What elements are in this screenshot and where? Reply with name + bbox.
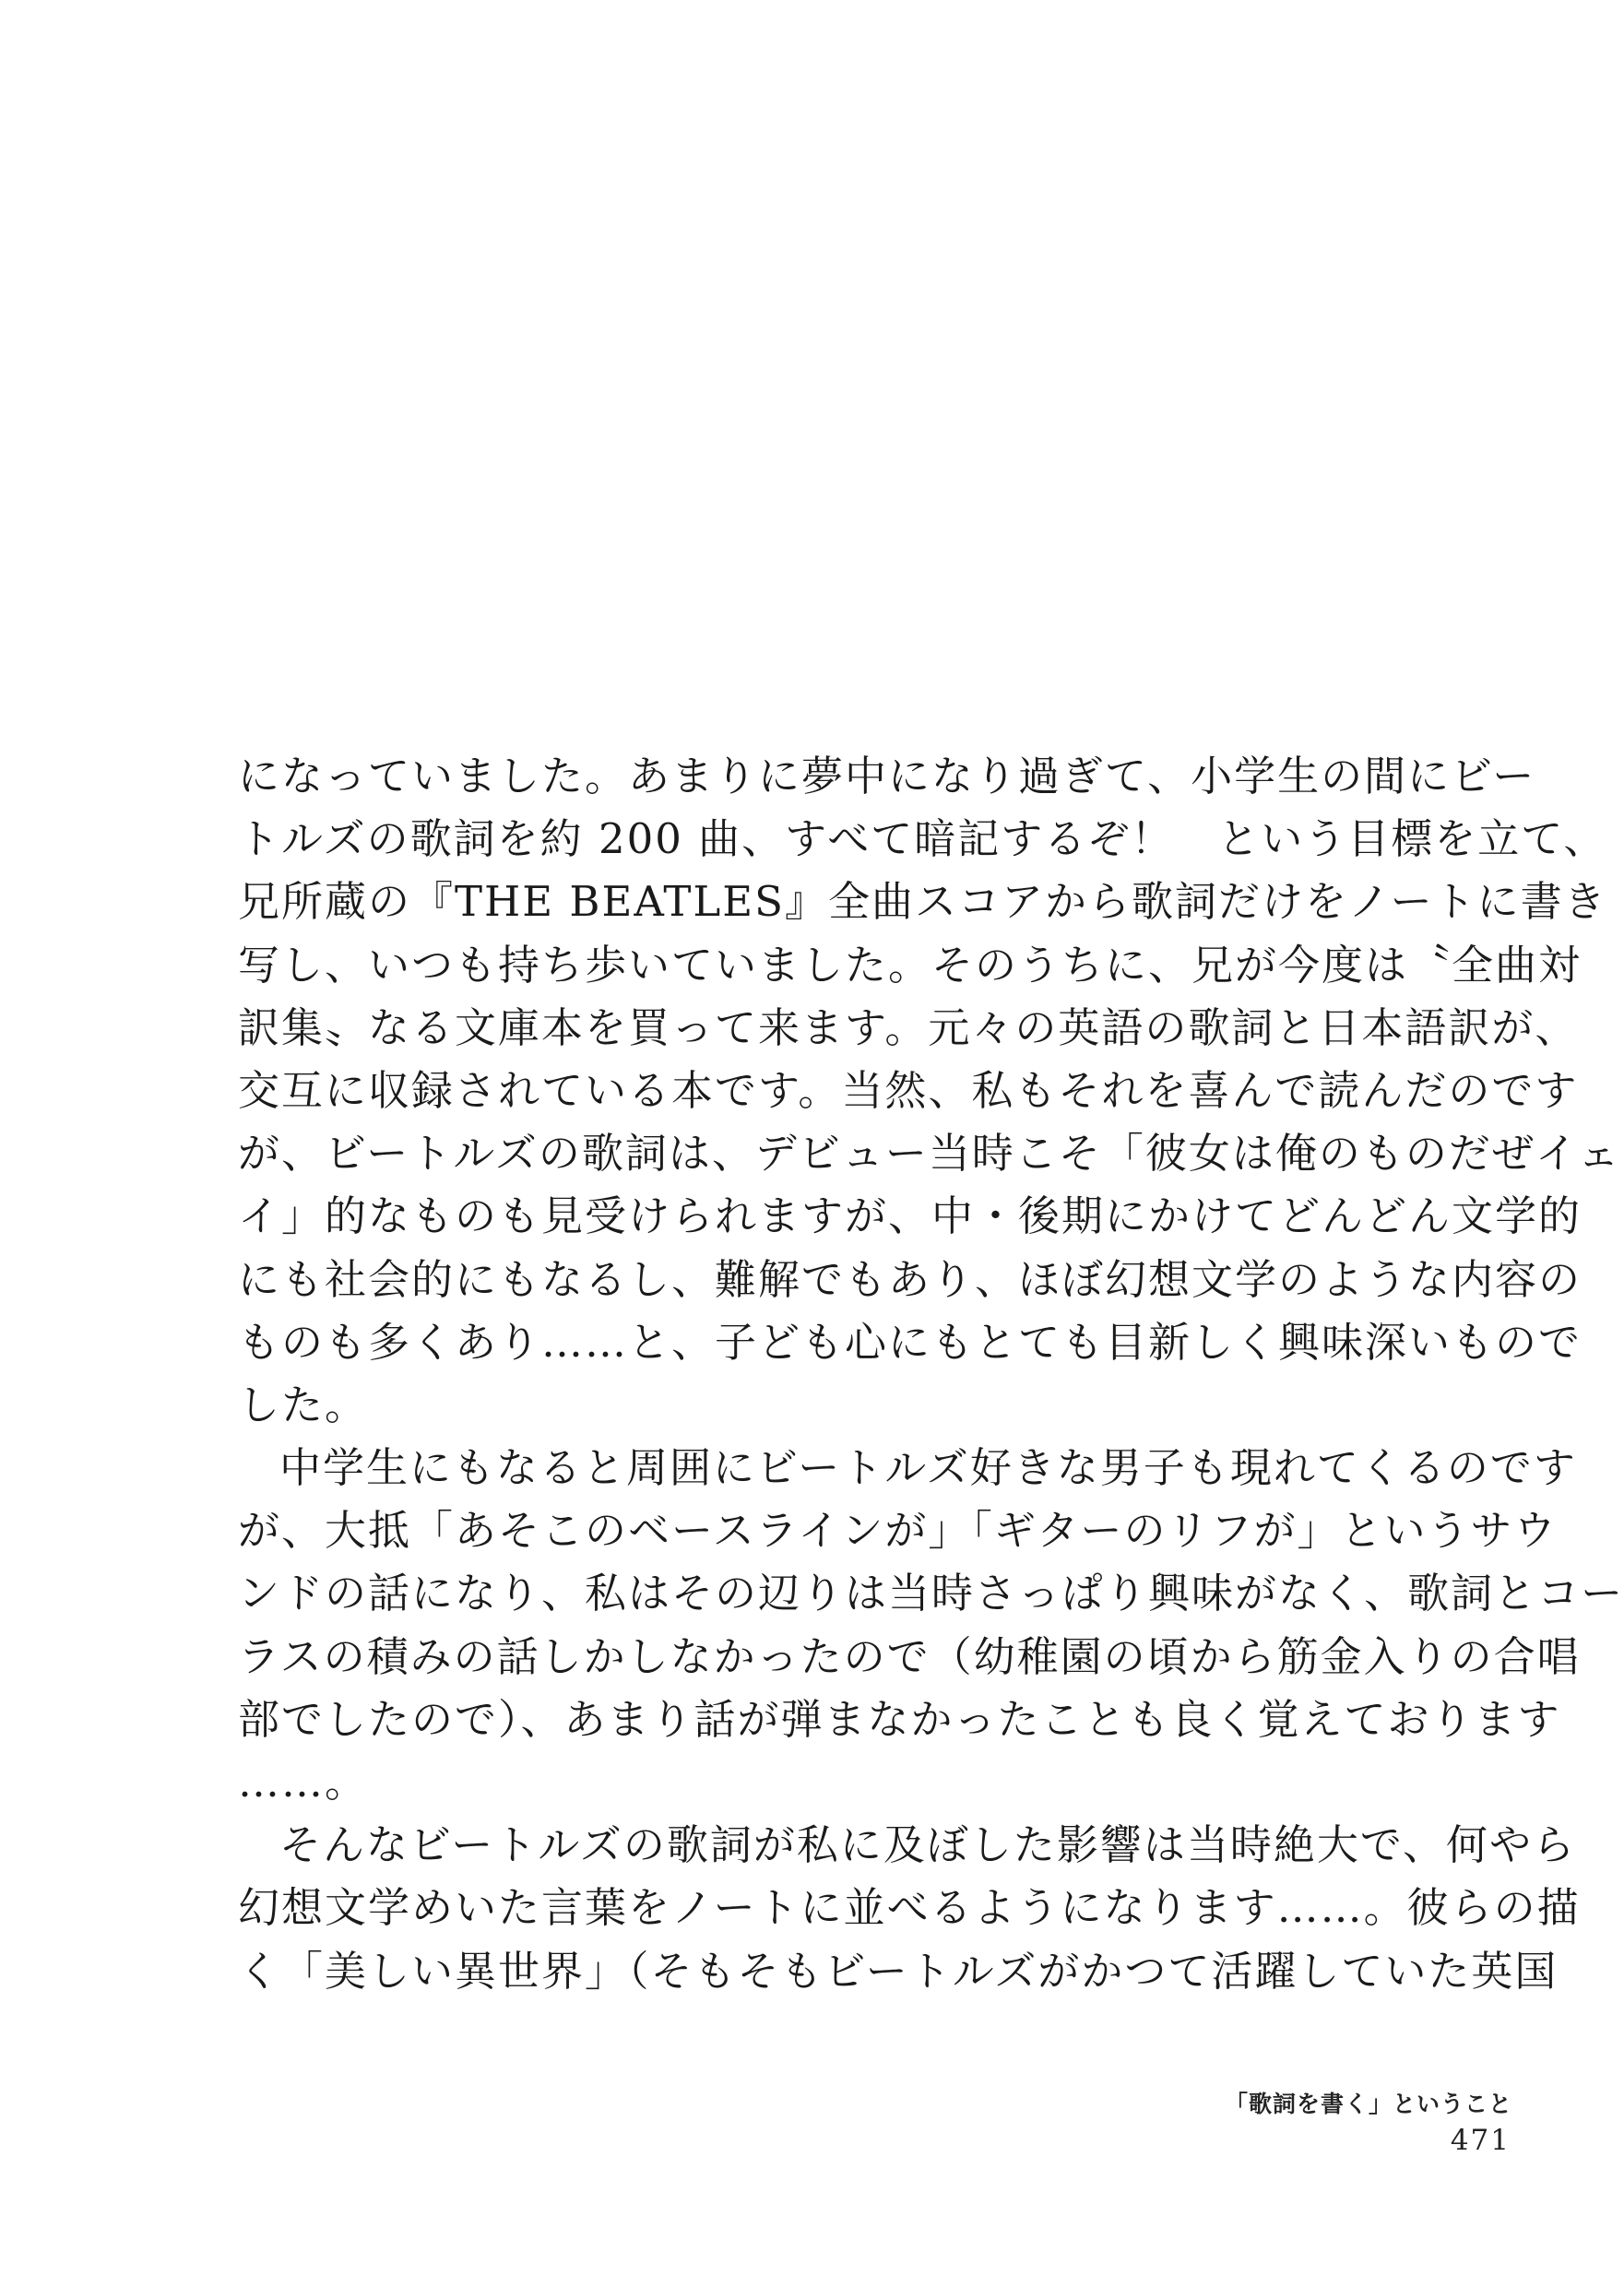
body-line: ものも多くあり……と、子ども心にもとても目新しく興味深いもので bbox=[238, 1317, 1583, 1367]
body-line: イ」的なものも見受けられますが、中・後期にかけてどんどん文学的 bbox=[238, 1191, 1583, 1241]
body-line: が、大抵「あそこのベースラインが」「ギターのリフが」というサウ bbox=[238, 1506, 1558, 1556]
body-line: トルズの歌詞を約 200 曲、すべて暗記するぞ！ という目標を立て、 bbox=[238, 814, 1607, 864]
body-line: 部でしたので）、あまり話が弾まなかったことも良く覚えております bbox=[238, 1694, 1561, 1744]
body-line: く「美しい異世界」（そもそもビートルズがかつて活躍していた英国 bbox=[238, 1946, 1559, 1996]
body-line: ラスの積みの話しかしなかったので（幼稚園の頃から筋金入りの合唱 bbox=[238, 1631, 1581, 1681]
body-line: が、ビートルズの歌詞は、デビュー当時こそ「彼女は俺のものだぜイェ bbox=[238, 1129, 1621, 1179]
body-line: になっていました。あまりに夢中になり過ぎて、小学生の間にビー bbox=[238, 752, 1536, 800]
body-line: 訳集〟なる文庫本を買って来ます。元々の英語の歌詞と日本語訳が、 bbox=[238, 1002, 1579, 1052]
body-line: ンドの話になり、私はその辺りは当時さっぱり興味がなく、歌詞とコー bbox=[238, 1569, 1624, 1618]
running-title: 「歌詞を書く」ということ bbox=[1224, 2091, 1512, 2117]
body-line: 交互に収録されている本です。当然、私もそれを喜んで読んだのです bbox=[238, 1065, 1579, 1115]
body-line: した。 bbox=[238, 1380, 369, 1429]
paragraph-start-line: 中学生にもなると周囲にビートルズ好きな男子も現れてくるのです bbox=[279, 1443, 1577, 1493]
paragraph-start-line: そんなビートルズの歌詞が私に及ぼした影響は当時絶大で、何やら bbox=[279, 1820, 1576, 1870]
body-line: 兄所蔵の『THE BEATLES』全曲スコアから歌詞だけをノートに書き bbox=[238, 877, 1607, 927]
body-text bbox=[238, 745, 1624, 2003]
body-line: ……。 bbox=[238, 1758, 369, 1807]
body-line: 幻想文学めいた言葉をノートに並べるようになります……。彼らの描 bbox=[238, 1883, 1581, 1933]
page-number: 471 bbox=[1450, 2124, 1511, 2157]
body-line: 写し、いつも持ち歩いていました。そのうちに、兄が今度は〝全曲対 bbox=[238, 940, 1583, 989]
body-line: にも社会的にもなるし、難解でもあり、ほぼ幻想文学のような内容の bbox=[238, 1254, 1583, 1304]
